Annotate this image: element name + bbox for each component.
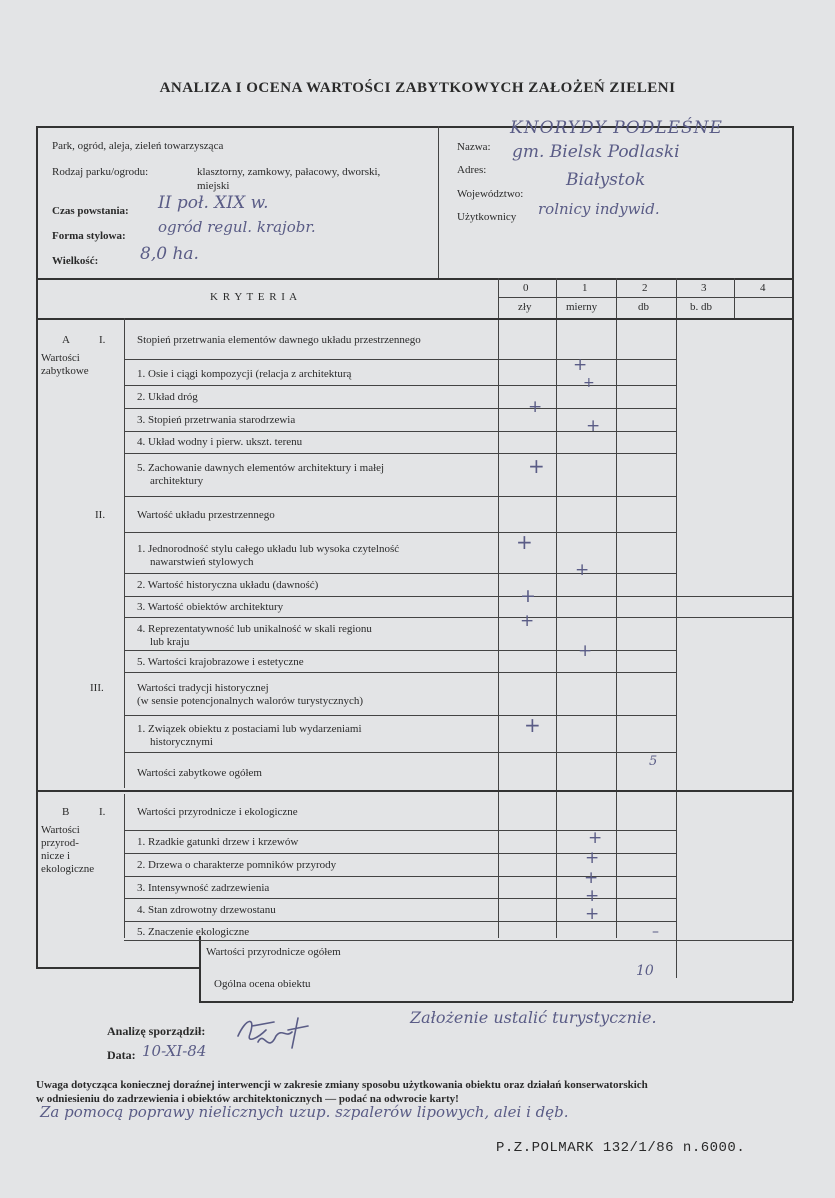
overall-value: 10 (636, 963, 654, 979)
mark-a3-1: + (524, 713, 541, 737)
item-a3-1-cont: historycznymi (150, 736, 213, 748)
section-b-name-3: nicze i (41, 850, 71, 862)
item-b1-3: 3. Intensywność zadrzewienia (137, 882, 270, 894)
park-type-label: Park, ogród, aleja, zieleń towarzysząca (52, 140, 224, 152)
score-label-0: zły (518, 301, 532, 313)
note-line-1: Uwaga dotycząca koniecznej doraźnej interwencji w zakresie zmiany sposobu użytkowania obiektu oraz działań konserwatorskich (36, 1079, 648, 1091)
address-label: Adres: (457, 164, 487, 176)
name-value: KNORYDY PODLEŚNE (510, 118, 723, 138)
group-a3-title: Wartości tradycji historycznej (137, 682, 269, 694)
park-kind-options-2: miejski (197, 180, 230, 192)
score-2: 2 (642, 282, 648, 294)
address-value: gm. Bielsk Podlaski (512, 142, 680, 162)
item-a2-2: 2. Wartość historyczna układu (dawność) (137, 579, 319, 591)
users-value: rolnicy indywid. (538, 200, 660, 218)
section-a-letter: A (62, 334, 70, 346)
section-b-total-label: Wartości przyrodnicze ogółem (206, 946, 341, 958)
form-title: ANALIZA I OCENA WARTOŚCI ZABYTKOWYCH ZAŁOŻEŃ ZIELENI (159, 80, 676, 96)
group-a2-title: Wartość układu przestrzennego (137, 509, 275, 521)
section-a-numeral: I. (99, 334, 106, 346)
score-0: 0 (523, 282, 529, 294)
item-a1-5: 5. Zachowanie dawnych elementów architektury i małej (137, 462, 385, 474)
name-label: Nazwa: (457, 141, 491, 153)
item-a1-2: 2. Układ dróg (137, 391, 198, 403)
item-b1-5: 5. Znaczenie ekologiczne (137, 926, 250, 938)
score-1: 1 (582, 282, 588, 294)
item-a2-1-cont: nawarstwień stylowych (150, 556, 254, 568)
size-value: 8,0 ha. (140, 244, 199, 264)
item-a2-3: 3. Wartość obiektów architektury (137, 601, 284, 613)
mark-a1-3: + (586, 416, 601, 436)
item-a1-4: 4. Układ wodny i pierw. ukszt. terenu (137, 436, 303, 448)
mark-a2-5: + (578, 641, 593, 661)
created-label: Czas powstania: (52, 205, 129, 217)
voivodeship-value: Białystok (566, 170, 646, 190)
overall-label: Ogólna ocena obiektu (214, 978, 311, 990)
size-label: Wielkość: (52, 255, 99, 267)
item-a1-1: 1. Osie i ciągi kompozycji (relacja z architekturą (137, 368, 352, 380)
mark-b1-2: + (585, 848, 600, 868)
section-a-total-label: Wartości zabytkowe ogółem (137, 767, 262, 779)
style-value: ogród regul. krajobr. (158, 218, 316, 236)
section-a-numeral-3: III. (90, 682, 104, 694)
park-kind-label: Rodzaj parku/ogrodu: (52, 166, 149, 178)
section-b-letter: B (62, 806, 70, 818)
item-a3-1: 1. Związek obiektu z postaciami lub wydarzeniami (137, 723, 362, 735)
section-b-name-2: przyrod- (41, 837, 79, 849)
mark-a2-4: + (520, 611, 535, 631)
prepared-label: Analizę sporządził: (107, 1024, 206, 1038)
mark-b1-5: – (652, 924, 659, 940)
section-a-total-value: 5 (649, 754, 658, 769)
right-note: Założenie ustalić turystycznie. (410, 1008, 657, 1027)
print-code: P.Z.POLMARK 132/1/86 n.6000. (496, 1140, 746, 1156)
style-label: Forma stylowa: (52, 230, 126, 242)
score-label-3: b. db (690, 301, 712, 313)
item-b1-1: 1. Rzadkie gatunki drzew i krzewów (137, 836, 299, 848)
mark-a2-1: + (516, 530, 533, 554)
item-a1-3: 3. Stopień przetrwania starodrzewia (137, 414, 296, 426)
section-b-name-4: ekologiczne (41, 863, 95, 875)
section-a-numeral-2: II. (95, 509, 106, 521)
item-b1-2: 2. Drzewa o charakterze pomników przyrody (137, 859, 337, 871)
voivodeship-label: Województwo: (457, 188, 524, 200)
group-b1-title: Wartości przyrodnicze i ekologiczne (137, 806, 298, 818)
mark-b1-1: + (588, 828, 603, 848)
handwritten-note: Za pomocą poprawy nielicznych uzup. szpalerów lipowych, alei i dęb. (40, 1103, 569, 1121)
mark-a1-1: + (573, 355, 588, 375)
item-a1-5-cont: architektury (150, 475, 204, 487)
section-a-name: Wartości zabytkowe (41, 352, 89, 377)
criteria-title: K R Y T E R I A (210, 291, 299, 303)
created-value: II poł. XIX w. (158, 193, 269, 213)
group-a3-subtitle: (w sensie potencjonalnych walorów turystycznych) (137, 695, 364, 707)
mark-b1-4b: + (585, 904, 600, 924)
item-a2-5: 5. Wartości krajobrazowe i estetyczne (137, 656, 304, 668)
park-kind-options: klasztorny, zamkowy, pałacowy, dworski, (197, 166, 381, 178)
mark-a2-3: + (520, 585, 536, 607)
score-label-2: db (638, 301, 649, 313)
mark-b1-3: + (584, 868, 599, 888)
item-b1-4: 4. Stan zdrowotny drzewostanu (137, 904, 276, 916)
section-b-numeral: I. (99, 806, 106, 818)
section-b-name-1: Wartości (41, 824, 80, 836)
item-a2-1: 1. Jednorodność stylu całego układu lub wysoka czytelność (137, 543, 400, 555)
mark-a1-2: + (528, 397, 543, 417)
item-a2-4-cont: lub kraju (150, 636, 190, 648)
signature-image (228, 1008, 348, 1058)
score-3: 3 (701, 282, 707, 294)
mark-a1-1b: + (583, 375, 595, 391)
users-label: Użytkownicy (457, 211, 517, 223)
date-value: 10-XI-84 (142, 1042, 207, 1060)
score-4: 4 (760, 282, 766, 294)
group-a1-title: Stopień przetrwania elementów dawnego układu przestrzennego (137, 334, 421, 346)
note-line-2: w odniesieniu do zadrzewienia i obiektów architektonicznych — podać na odwrocie karty! (36, 1093, 459, 1105)
mark-a1-5: + (528, 454, 545, 478)
mark-b1-4a: + (585, 886, 600, 906)
mark-a2-2: + (575, 560, 590, 580)
date-label: Data: (107, 1048, 136, 1062)
item-a2-4: 4. Reprezentatywność lub unikalność w skali regionu (137, 623, 372, 635)
score-label-1: mierny (566, 301, 598, 313)
